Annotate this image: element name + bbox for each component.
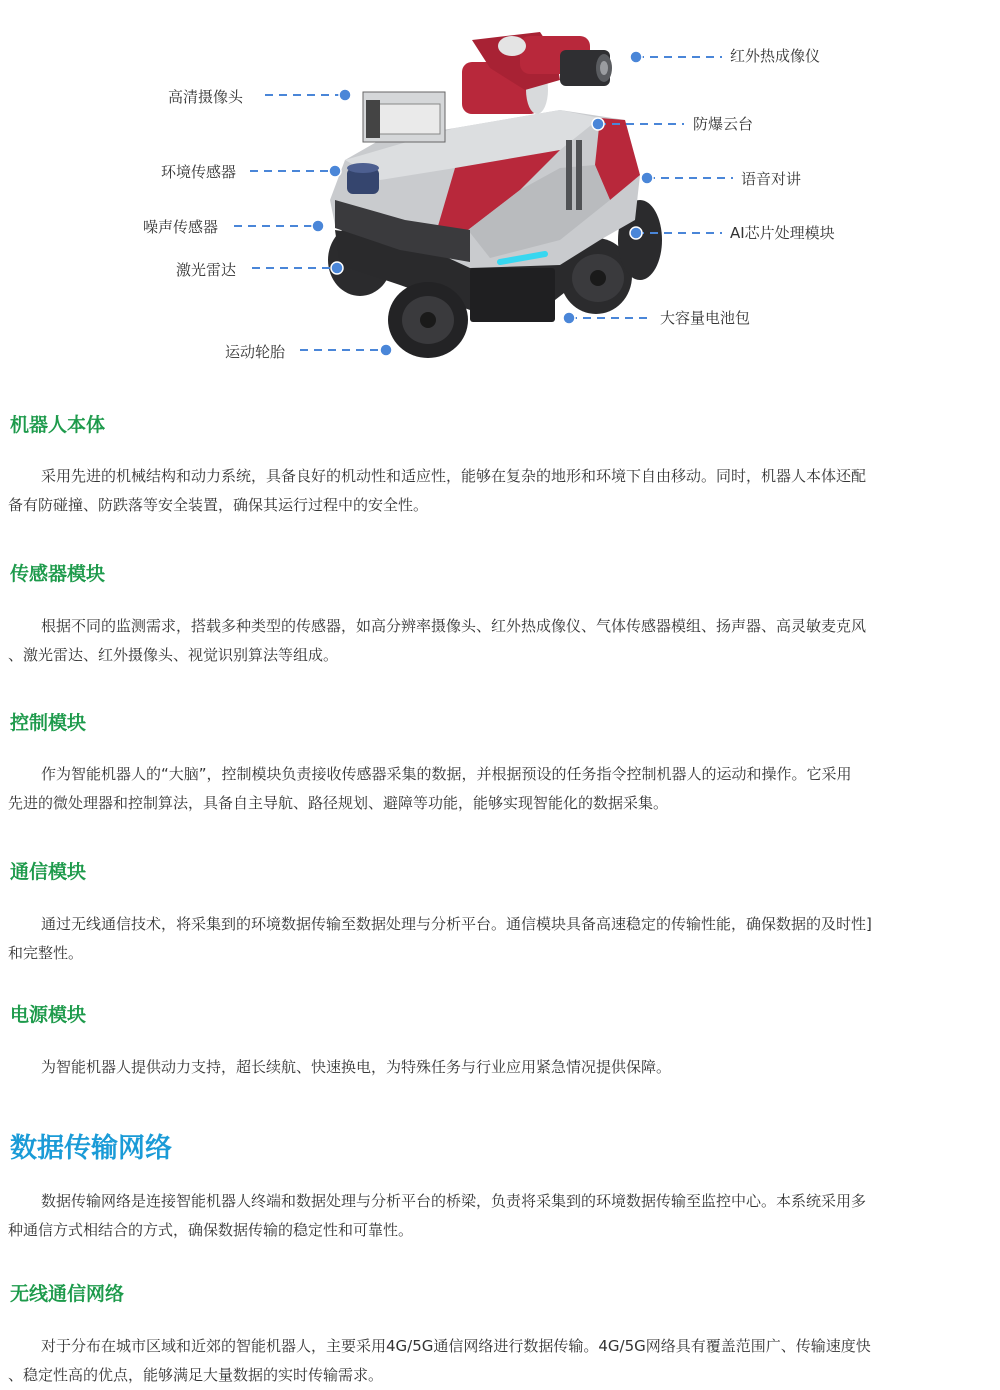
callout-explosion-proof-gimbal: 防爆云台 bbox=[693, 115, 754, 133]
paragraph-wireless-line1: 对于分布在城市区域和近郊的智能机器人，主要采用4G/5G通信网络进行数据传输。4G/5G网络具有覆盖范围广、传输速度快 bbox=[41, 1337, 871, 1355]
paragraph-power-module-line1: 为智能机器人提供动力支持，超长续航、快速换电，为特殊任务与行业应用紧急情况提供保障。 bbox=[41, 1058, 672, 1076]
callout-dot bbox=[630, 51, 642, 63]
paragraph-comm-module-line1: 通过无线通信技术，将采集到的环境数据传输至数据处理与分析平台。通信模块具备高速稳定的传输性能，确保数据的及时性] bbox=[41, 915, 872, 933]
paragraph-control-module-line1: 作为智能机器人的“大脑”，控制模块负责接收传感器采集的数据，并根据预设的任务指令控制机器人的运动和操作。它采用 bbox=[41, 765, 852, 783]
heading-comm-module: 通信模块 bbox=[10, 861, 87, 883]
callout-dot bbox=[563, 312, 575, 324]
callout-hd-camera: 高清摄像头 bbox=[168, 88, 244, 106]
callout-dot bbox=[380, 344, 392, 356]
callout-dot bbox=[630, 227, 642, 239]
callout-dot bbox=[592, 118, 604, 130]
callout-lidar: 激光雷达 bbox=[176, 261, 237, 279]
paragraph-sensor-module-line1: 根据不同的监测需求，搭载多种类型的传感器，如高分辨率摄像头、红外热成像仪、气体传感器模组、扬声器、高灵敏麦克风 bbox=[41, 617, 867, 635]
heading-robot-body: 机器人本体 bbox=[10, 414, 106, 436]
callout-dot bbox=[312, 220, 324, 232]
robot-diagram bbox=[0, 0, 1000, 380]
heading-wireless-network: 无线通信网络 bbox=[10, 1283, 125, 1305]
callout-dot bbox=[329, 165, 341, 177]
paragraph-robot-body-line1: 采用先进的机械结构和动力系统，具备良好的机动性和适应性，能够在复杂的地形和环境下自由移动。同时，机器人本体还配 bbox=[41, 467, 867, 485]
callout-battery: 大容量电池包 bbox=[660, 309, 751, 327]
callout-dot bbox=[331, 262, 343, 274]
paragraph-robot-body-line2: 备有防碰撞、防跌落等安全装置，确保其运行过程中的安全性。 bbox=[8, 496, 429, 514]
paragraph-sensor-module-line2: 、激光雷达、红外摄像头、视觉识别算法等组成。 bbox=[8, 646, 339, 664]
callout-dot bbox=[641, 172, 653, 184]
callout-voice-intercom: 语音对讲 bbox=[741, 170, 802, 188]
callout-ai-chip: AI芯片处理模块 bbox=[730, 224, 835, 242]
hd-camera-unit bbox=[363, 92, 445, 142]
paragraph-network-line2: 种通信方式相结合的方式，确保数据传输的稳定性和可靠性。 bbox=[8, 1221, 414, 1239]
paragraph-wireless-line2: 、稳定性高的优点，能够满足大量数据的实时传输需求。 bbox=[8, 1366, 384, 1384]
paragraph-comm-module-line2: 和完整性。 bbox=[8, 944, 84, 962]
callout-tires: 运动轮胎 bbox=[225, 343, 286, 361]
callout-noise-sensor: 噪声传感器 bbox=[143, 218, 219, 236]
callout-dot bbox=[339, 89, 351, 101]
heading-power-module: 电源模块 bbox=[10, 1004, 87, 1026]
heading-data-transmission-network: 数据传输网络 bbox=[10, 1133, 172, 1164]
callout-thermal-imager: 红外热成像仪 bbox=[730, 47, 821, 65]
callout-env-sensor: 环境传感器 bbox=[161, 163, 237, 181]
gimbal-arm bbox=[462, 32, 612, 114]
heading-control-module: 控制模块 bbox=[10, 712, 87, 734]
paragraph-control-module-line2: 先进的微处理器和控制算法，具备自主导航、路径规划、避障等功能，能够实现智能化的数据采集。 bbox=[8, 794, 669, 812]
paragraph-network-line1: 数据传输网络是连接智能机器人终端和数据处理与分析平台的桥梁，负责将采集到的环境数据传输至监控中心。本系统采用多 bbox=[41, 1192, 867, 1210]
heading-sensor-module: 传感器模块 bbox=[10, 563, 106, 585]
robot-illustration bbox=[0, 0, 1000, 380]
